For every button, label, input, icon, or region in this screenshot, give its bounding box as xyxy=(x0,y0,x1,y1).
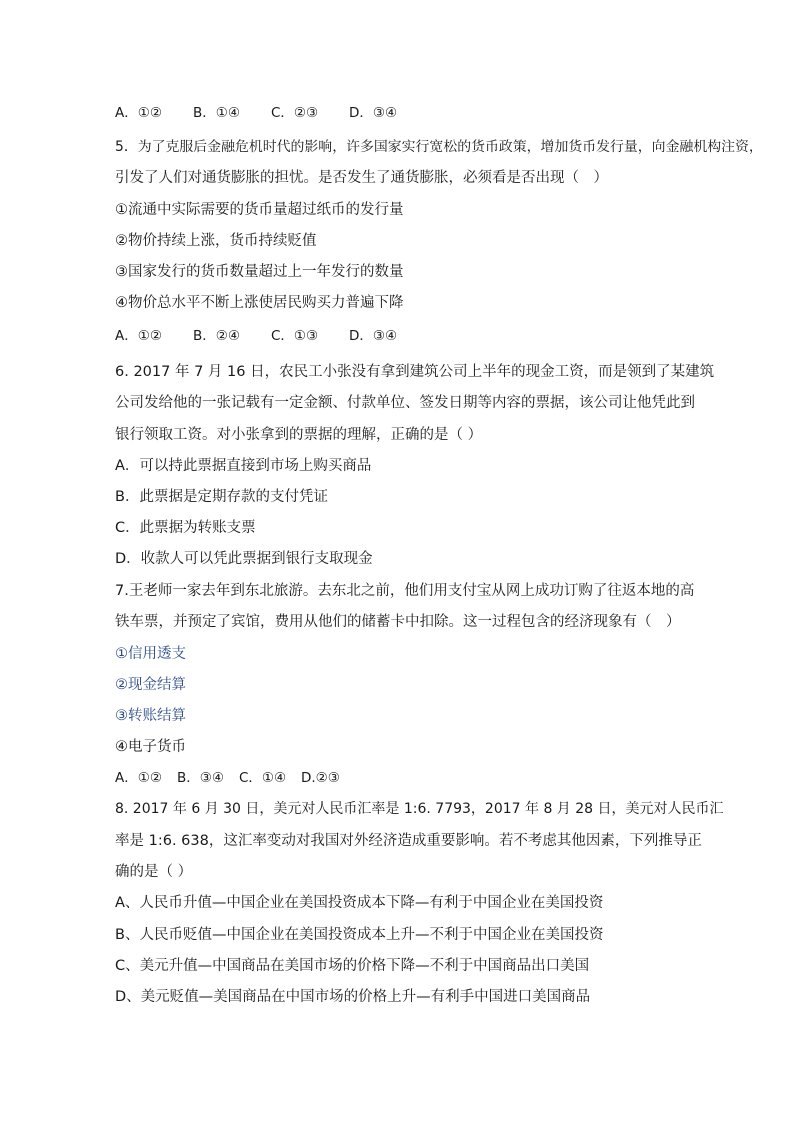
q7-option-a: A．①② xyxy=(115,770,162,786)
q6-option-c: C．此票据为转账支票 xyxy=(115,520,256,536)
q7-item-2: ②现金结算 xyxy=(115,677,186,693)
q7-option-d: D.②③ xyxy=(301,770,340,786)
q5-option-b: B．②④ xyxy=(193,328,240,344)
q7-stem-line-1: 7.王老师一家去年到东北旅游。去东北之前，他们用支付宝从网上成功订购了往返本地的高 xyxy=(115,583,695,599)
q4-option-a: A．①② xyxy=(115,105,162,121)
q4-options xyxy=(115,103,397,123)
q8-stem-line-2: 率是 1:6. 638，这汇率变动对我国对外经济造成重要影响。若不考虑其他因素，下列推导正 xyxy=(115,833,702,849)
q8-option-c: C、美元升值—中国商品在美国市场的价格下降—不利于中国商品出口美国 xyxy=(115,958,590,974)
q5-stem-line-2: 引发了人们对通货膨胀的担忧。是否发生了通货膨胀，必须看是否出现（ ） xyxy=(115,170,608,186)
q7-option-b: B．③④ xyxy=(177,770,224,786)
q5-item-2: ②物价持续上涨，货币持续贬值 xyxy=(115,233,317,249)
q8-option-a: A、人民币升值—中国企业在美国投资成本下降—有利于中国企业在美国投资 xyxy=(115,895,604,911)
q8-stem-line-3: 确的是（ ） xyxy=(115,864,193,880)
q5-item-1: ①流通中实际需要的货币量超过纸币的发行量 xyxy=(115,202,404,218)
q6-option-d: D．收款人可以凭此票据到银行支取现金 xyxy=(115,551,373,567)
q7-item-4: ④电子货币 xyxy=(115,739,186,755)
q7-option-c: C．①④ xyxy=(239,770,287,786)
q5-stem-line-1: 5．为了克服后金融危机时代的影响，许多国家实行宽松的货币政策，增加货币发行量，向金融机构注资， xyxy=(115,139,763,155)
q6-stem-line-3: 银行领取工资。对小张拿到的票据的理解，正确的是（ ） xyxy=(115,427,483,443)
q4-option-b: B．①④ xyxy=(193,105,240,121)
q6-stem-line-1: 6. 2017 年 7 月 16 日，农民工小张没有拿到建筑公司上半年的现金工资，而是领到了某建筑 xyxy=(115,364,715,380)
q4-option-d: D．③④ xyxy=(349,105,398,121)
q5-item-4: ④物价总水平不断上涨使居民购买力普遍下降 xyxy=(115,295,404,311)
q5-item-3: ③国家发行的货币数量超过上一年发行的数量 xyxy=(115,264,404,280)
q6-option-a: A．可以持此票据直接到市场上购买商品 xyxy=(115,458,372,474)
q7-options xyxy=(115,768,340,788)
q5-option-d: D．③④ xyxy=(349,328,398,344)
q5-option-a: A．①② xyxy=(115,328,162,344)
q7-item-3: ③转账结算 xyxy=(115,708,186,724)
q5-options xyxy=(115,326,397,346)
q7-item-1: ①信用透支 xyxy=(115,646,186,662)
q5-option-c: C．①③ xyxy=(271,328,319,344)
q8-option-b: B、人民币贬值—中国企业在美国投资成本上升—不利于中国企业在美国投资 xyxy=(115,927,604,943)
q7-stem-line-2: 铁车票，并预定了宾馆，费用从他们的储蓄卡中扣除。这一过程包含的经济现象有（ ） xyxy=(115,614,681,630)
q8-option-d: D、美元贬值—美国商品在中国市场的价格上升—有利手中国进口美国商品 xyxy=(115,989,591,1005)
q6-stem-line-2: 公司发给他的一张记载有一定金额、付款单位、签发日期等内容的票据，该公司让他凭此到 xyxy=(115,395,695,411)
q6-option-b: B．此票据是定期存款的支付凭证 xyxy=(115,489,328,505)
q4-option-c: C．②③ xyxy=(271,105,319,121)
q8-stem-line-1: 8. 2017 年 6 月 30 日，美元对人民币汇率是 1:6. 7793，2017 年 8 月 28 日，美元对人民币汇 xyxy=(115,801,724,817)
